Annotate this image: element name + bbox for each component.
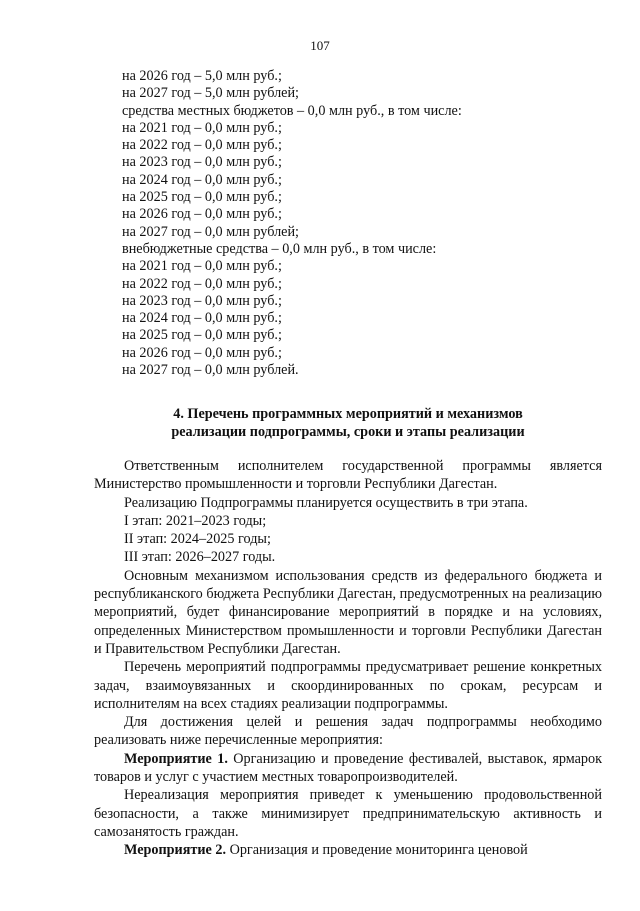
funding-line: на 2023 год – 0,0 млн руб.;: [122, 154, 282, 171]
paragraph: Для достижения целей и решения задач подпрограммы необходимо реализовать ниже перечисленные мероприятия:: [94, 714, 602, 749]
funding-line: на 2027 год – 5,0 млн рублей;: [122, 85, 299, 102]
funding-line: на 2026 год – 5,0 млн руб.;: [122, 68, 282, 84]
measure-paragraph: [94, 841, 602, 859]
measure-paragraph: [94, 750, 602, 787]
funding-line: на 2025 год – 0,0 млн руб.;: [122, 189, 282, 206]
page-number: 107: [310, 38, 330, 53]
funding-line: на 2022 год – 0,0 млн руб.;: [122, 275, 282, 292]
stage-item: I этап: 2021–2023 годы;: [124, 512, 267, 529]
funding-line: на 2024 год – 0,0 млн руб.;: [122, 310, 282, 327]
measure-text: Организация и проведение мониторинга ценовой: [226, 842, 528, 859]
section-heading-line: реализации подпрограммы, сроки и этапы реализации: [171, 424, 525, 440]
paragraph: Основным механизмом использования средств из федерального бюджета и республиканского бюджета Республики Дагестан, предусмотренных на реализацию мероприятий, будет финансирование мероприятий в порядке и на условиях, определенных Министерством промышленности и торговли Республики Дагестан и Правительством Республики Дагестан.: [94, 567, 602, 657]
measure-label: Мероприятие 1.: [124, 750, 228, 767]
funding-line: на 2023 год – 0,0 млн руб.;: [122, 292, 282, 309]
funding-line: на 2025 год – 0,0 млн руб.;: [122, 327, 282, 344]
funding-line: на 2021 год – 0,0 млн руб.;: [122, 258, 282, 275]
stage-item: II этап: 2024–2025 годы;: [124, 531, 271, 548]
funding-line: на 2027 год – 0,0 млн рублей;: [122, 223, 299, 240]
funding-line: средства местных бюджетов – 0,0 млн руб., в том числе:: [122, 102, 462, 119]
paragraph: Перечень мероприятий подпрограммы предусматривает решение конкретных задач, взаимоувязанных и скоординированных по срокам, ресурсам и исполнителям на всех стадиях реализации подпрограммы.: [94, 659, 602, 712]
section-heading: [94, 405, 602, 441]
paragraph: Реализацию Подпрограммы планируется осуществить в три этапа.: [124, 494, 528, 511]
funding-list: [122, 68, 462, 379]
funding-line: на 2021 год – 0,0 млн руб.;: [122, 119, 282, 136]
funding-line: на 2026 год – 0,0 млн руб.;: [122, 206, 282, 223]
funding-line: на 2024 год – 0,0 млн руб.;: [122, 171, 282, 188]
paragraph: Нереализация мероприятия приведет к уменьшению продовольственной безопасности, а также минимизирует предпринимательскую активность и самозанятость граждан.: [94, 787, 602, 840]
funding-line: на 2022 год – 0,0 млн руб.;: [122, 137, 282, 154]
section-heading-line: 4. Перечень программных мероприятий и механизмов: [173, 406, 523, 422]
paragraph: Ответственным исполнителем государственной программы является Министерство промышленности и торговли Республики Дагестан.: [94, 458, 602, 493]
stage-item: III этап: 2026–2027 годы.: [124, 549, 276, 566]
measure-text: Организацию и проведение фестивалей, выставок, ярмарок товаров и услуг с участием местных товаропроизводителей.: [94, 750, 602, 786]
measure-label: Мероприятие 2.: [124, 842, 227, 859]
funding-line: на 2027 год – 0,0 млн рублей.: [122, 362, 299, 379]
body-text: [94, 457, 602, 860]
funding-line: внебюджетные средства – 0,0 млн руб., в том числе:: [122, 240, 437, 257]
funding-line: на 2026 год – 0,0 млн руб.;: [122, 344, 282, 361]
